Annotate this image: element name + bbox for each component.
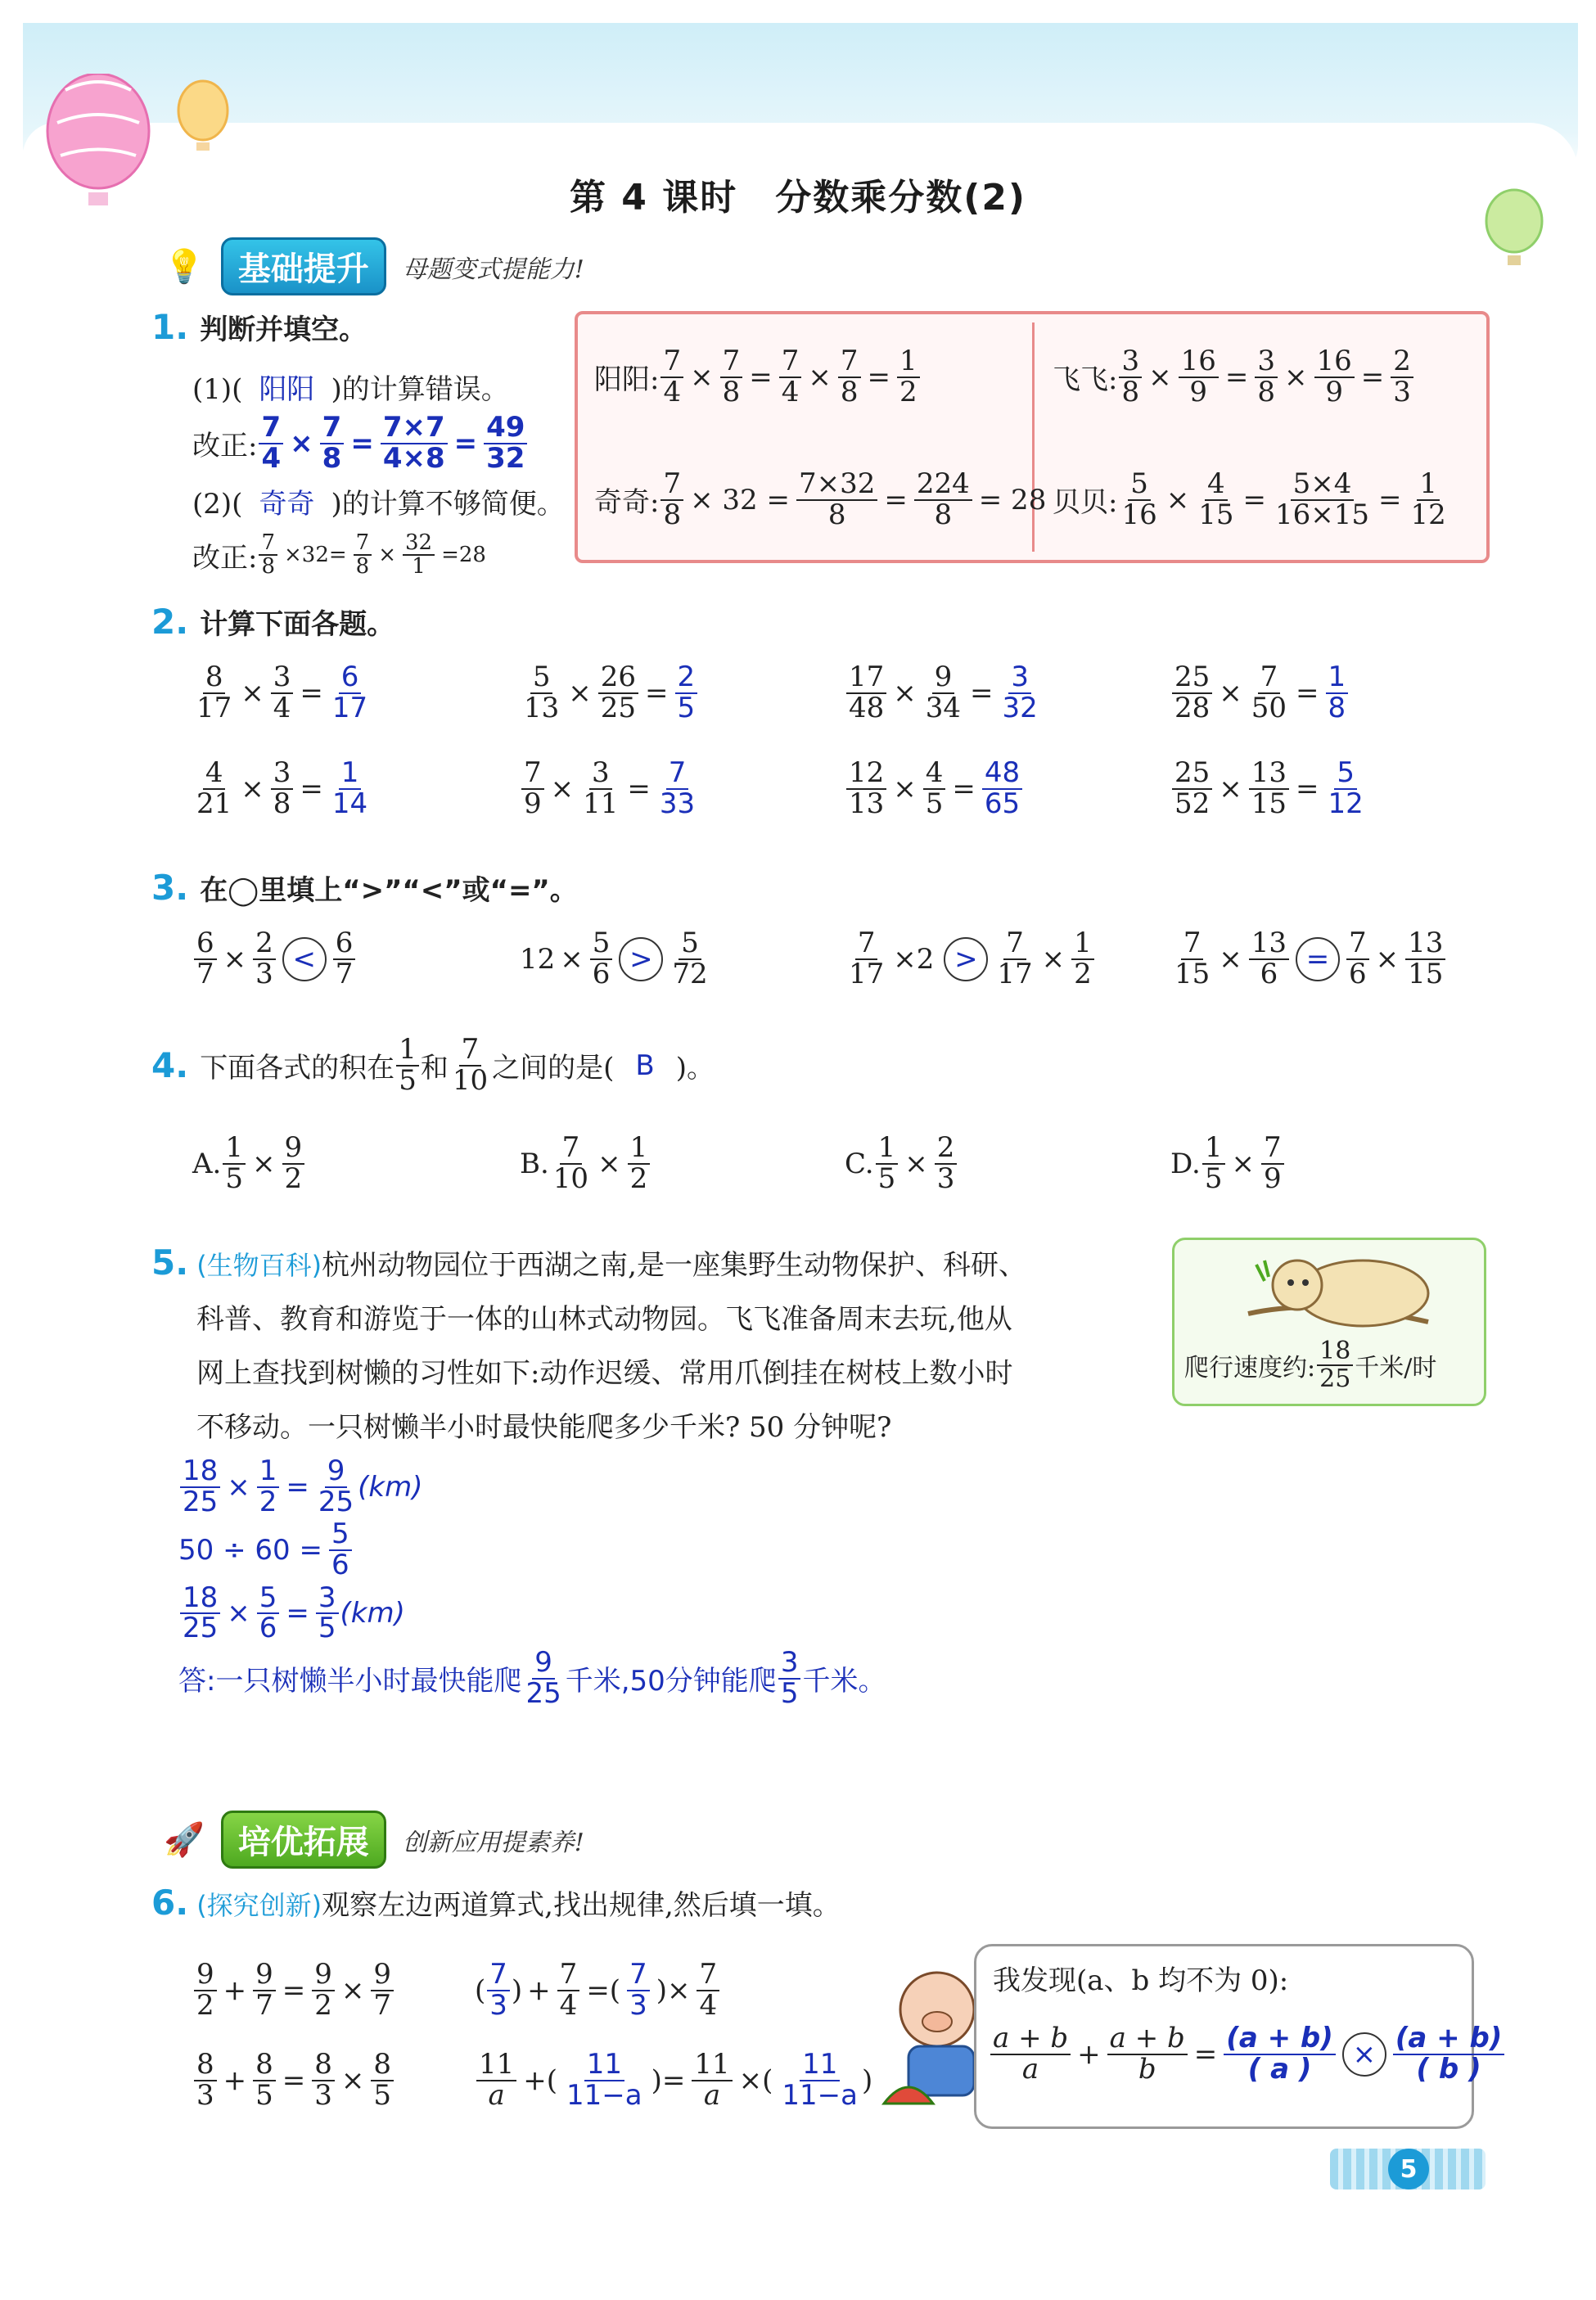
q2-item8: $\frac{25}{52}$ × $\frac{13}{15}$ = $\frac{5}{12}$ (1170, 759, 1368, 819)
q4-option-a: A. $\frac{1}{5}$ × $\frac{9}{2}$ (192, 1134, 306, 1193)
q4-answer: B (635, 1049, 655, 1082)
q2-item4: $\frac{25}{28}$ × $\frac{7}{50}$ = $\frac{1}{8}$ (1170, 663, 1350, 723)
page-title: 第 4 课时 分数乘分数(2) (569, 177, 1027, 219)
q6-fill1: ( $\frac{7}{3}$ ) + $\frac{7}{4}$ =( $\frac{7}{3}$ )× $\frac{7}{4}$ (475, 1960, 721, 2020)
sloth-speed: 爬行速度约: $\frac{18}{25}$ 千米/时 (1184, 1337, 1437, 1393)
q6-rule: $\frac{a + b}{a}$ + $\frac{a + b}{b}$ = $\frac{(a + b)}{( a )}$ × $\frac{(a + b)}{( b )}$ (989, 2024, 1506, 2084)
sloth-card (1172, 1238, 1486, 1406)
q3-header: 3. 在◯里填上“>”“<”或“=”。 (151, 868, 578, 908)
lightbulb-icon: 💡 (164, 248, 205, 286)
q6-fill2: $\frac{11}{a}$ +( $\frac{11}{11-a}$ )= $\frac{11}{a}$ ×( $\frac{11}{11-a}$ ) (475, 2050, 872, 2110)
beibei-calc: 贝贝: $\frac{5}{16}$ × $\frac{4}{15}$ = $\frac{5\times 4}{16\times 15}$ = $\frac{1}{12}$ (1053, 467, 1446, 531)
q1-line1: (1)( 阳阳 )的计算错误。 (192, 373, 509, 406)
q4-option-b: B. $\frac{7}{10}$ × $\frac{1}{2}$ (520, 1134, 651, 1193)
q1-fix1: 改正: $\frac{7}{4}$ × $\frac{7}{8}$ = $\frac{7\times 7}{4\times 8}$ = $\frac{49}{32}$ (192, 413, 529, 473)
q6-example1: $\frac{9}{2}$ + $\frac{9}{7}$ = $\frac{9}{2}$ × $\frac{9}{7}$ (192, 1960, 395, 2020)
q2-header: 2. 计算下面各题。 (151, 602, 395, 642)
section-advanced: 🚀 培优拓展 创新应用提素养! (164, 1811, 584, 1869)
sloth-icon (1240, 1248, 1436, 1338)
q6-example2: $\frac{8}{3}$ + $\frac{8}{5}$ = $\frac{8}{3}$ × $\frac{8}{5}$ (192, 2050, 395, 2110)
rocket-icon: 🚀 (164, 1821, 205, 1859)
q1-text: 判断并填空。 (200, 313, 367, 346)
q1-line2: (2)( 奇奇 )的计算不够简便。 (192, 488, 565, 521)
q2-item1: $\frac{8}{17}$ × $\frac{3}{4}$ = $\frac{6}{17}$ (196, 661, 368, 724)
section-basic (164, 237, 584, 295)
q1-answer2: 奇奇 (259, 488, 315, 521)
page-number: 5 (1388, 2149, 1429, 2190)
q2-item3: $\frac{17}{48}$ × $\frac{9}{34}$ = $\frac{3}{32}$ (845, 663, 1042, 723)
q2-item7: $\frac{12}{13}$ × $\frac{4}{5}$ = $\frac{48}{65}$ (845, 759, 1024, 819)
q1-number: 1. (151, 307, 189, 347)
section-basic-sub: 母题变式提能力! (402, 255, 584, 284)
q2-item2: $\frac{5}{13}$ × $\frac{26}{25}$ = $\frac{2}{5}$ (520, 663, 699, 723)
feifei-calc: 飞飞: $\frac{3}{8}$ × $\frac{16}{9}$ = $\frac{3}{8}$ × $\frac{16}{9}$ = $\frac{2}{3}$ (1053, 347, 1415, 407)
q3-item3: $\frac{7}{17}$ ×2 > $\frac{7}{17}$ × $\frac{1}{2}$ (845, 929, 1096, 989)
q6-header: 6. (探究创新)观察左边两道算式,找出规律,然后填一填。 (151, 1883, 841, 1923)
q5-work: $\frac{18}{25}$ × $\frac{1}{2}$ = $\frac{9}{25}$ (km) 50 ÷ 60 = $\frac{5}{6}$ $\frac{18}{25}$ × $\frac{5}{6}$ = $\frac{3}{5}$ (km) 答:一只树懒半小时最快能爬 $\frac{9}{25}$ 千米,50分钟能爬 $\frac{3}{5}$ 千米。 (178, 1454, 886, 1710)
q4-option-d: D. $\frac{1}{5}$ × $\frac{7}{9}$ (1170, 1134, 1286, 1193)
q1-example-box (575, 311, 1490, 563)
section-basic-badge: 基础提升 (221, 237, 386, 295)
q1-fix2: 改正: $\frac{7}{8}$ ×32= $\frac{7}{8}$ × $\frac{32}{1}$ =28 (192, 530, 486, 580)
q2-item6: $\frac{7}{9}$ × $\frac{3}{11}$ = $\frac{7}{33}$ (520, 759, 699, 819)
q2-item5: $\frac{4}{21}$ × $\frac{3}{8}$ = $\frac{1}{14}$ (196, 756, 368, 820)
qiqi-calc: 奇奇: $\frac{7}{8}$ × 32 = $\frac{7\times 32}{8}$ = $\frac{224}{8}$ = 28 (594, 467, 1047, 531)
q6-hint-box: 我发现(a、b 均不为 0): $\frac{a + b}{a}$ + $\frac{a + b}{b}$ = $\frac{(a + b)}{( a )}$ × $\frac{(a + b)}{( b )}$ (974, 1944, 1474, 2129)
q1-header (151, 307, 367, 347)
q5-body: 5. (生物百科)杭州动物园位于西湖之南,是一座集野生动物保护、科研、 科普、教育和游览于一体的山林式动物园。飞飞准备周末去玩,他从 网上查找到树懒的习性如下:动作迟缓、常用爪倒挂在树枝上数小时 不移动。一只树懒半小时最快能爬多少千米? 50 分钟呢? (151, 1242, 1026, 1444)
q3-item2: 12 × $\frac{5}{6}$ > $\frac{5}{72}$ (520, 927, 708, 990)
q3-item1: $\frac{6}{7}$ × $\frac{2}{3}$ < $\frac{6}{7}$ (192, 929, 357, 989)
q1-answer1: 阳阳 (259, 373, 315, 406)
q4-option-c: C. $\frac{1}{5}$ × $\frac{2}{3}$ (845, 1134, 958, 1193)
yangyang-calc: 阳阳: $\frac{7}{4}$ × $\frac{7}{8}$ = $\frac{7}{4}$ × $\frac{7}{8}$ = $\frac{1}{2}$ (594, 347, 922, 407)
q4-header: 4. 下面各式的积在 $\frac{1}{5}$ 和 $\frac{7}{10}$ 之间的是( B )。 (151, 1033, 715, 1097)
q3-item4: $\frac{7}{15}$ × $\frac{13}{6}$ = $\frac{7}{6}$ × $\frac{13}{15}$ (1170, 929, 1447, 989)
